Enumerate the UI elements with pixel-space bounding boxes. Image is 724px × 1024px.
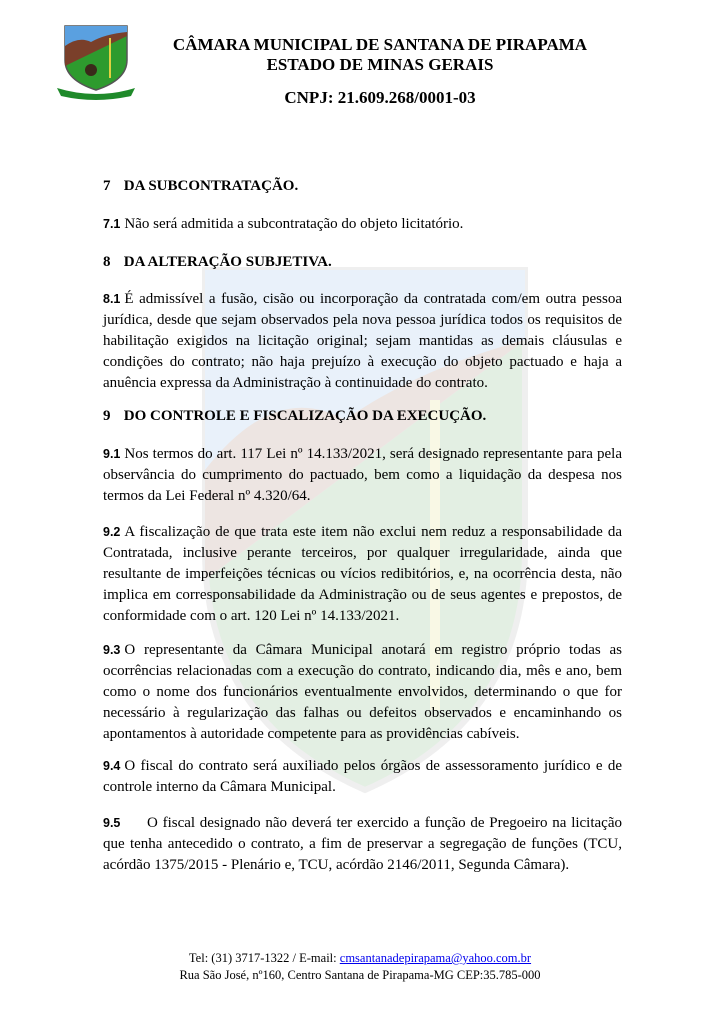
paragraph-text: O representante da Câmara Municipal anotará em registro próprio todas as ocorrências relacionadas com a execução do contrato, indicando dia, mês e ano, bem como o nome dos funcionários eventualmente envolvidos, determinando o que for necessário à regularização das falhas ou defeitos observados e encaminhando os apontamentos à autoridade competente para as providências cabíveis. [103,642,622,742]
paragraph-number: 9.3 [103,643,121,657]
paragraph-number: 9.2 [103,525,121,539]
paragraph-number: 7.1 [103,217,121,231]
state-subtitle: ESTADO DE MINAS GERAIS [266,55,494,74]
paragraph-9-5 [103,813,622,876]
section-title: DA ALTERAÇÃO SUBJETIVA. [123,254,332,270]
paragraph-number: 8.1 [103,292,121,306]
paragraph-number: 9.1 [103,447,121,461]
footer-phone: Tel: (31) 3717-1322 / E-mail: [188,951,340,965]
paragraph-9-1 [103,444,622,507]
paragraph-9-3 [103,640,622,745]
section-9-heading [103,406,622,427]
section-title: DO CONTROLE E FISCALIZAÇÃO DA EXECUÇÃO. [123,408,487,424]
paragraph-text: Nos termos do art. 117 Lei nº 14.133/2021, será designado representante para pela observância do cumprimento do pactuado, bem como a liquidação da despesa nos termos da Lei Federal nº 4.320/64. [103,446,622,504]
paragraph-text: Não será admitida a subcontratação do objeto licitatório. [124,216,464,232]
paragraph-number: 9.4 [103,759,121,773]
section-7-heading [103,176,622,197]
paragraph-9-2 [103,522,622,627]
institution-title: CÂMARA MUNICIPAL DE SANTANA DE PIRAPAMA [172,35,588,54]
footer-email-link[interactable]: cmsantanadepirapama@yahoo.com.br [339,951,532,965]
paragraph-text: O fiscal do contrato será auxiliado pelos órgãos de assessoramento jurídico e de controle interno da Câmara Municipal. [103,758,622,795]
section-number: 8 [103,254,111,270]
section-title: DA SUBCONTRATAÇÃO. [123,178,299,194]
paragraph-8-1 [103,289,622,394]
paragraph-number: 9.5 [103,816,121,830]
footer-contact [130,950,590,967]
coat-of-arms-logo [55,24,137,100]
paragraph-7-1 [103,214,622,235]
paragraph-text: O fiscal designado não deverá ter exercido a função de Pregoeiro na licitação que tenha antecedido o contrato, a fim de preservar a segregação de funções (TCU, acórdão 1375/2015 - Plenário e, TCU, acórdão 2146/2011, Segunda Câmara). [103,815,622,873]
cnpj-text: CNPJ: 21.609.268/0001-03 [284,88,476,107]
section-8-heading [103,252,622,273]
paragraph-text: É admissível a fusão, cisão ou incorporação da contratada com/em outra pessoa jurídica, desde que sejam observados pela nova pessoa jurídica todos os requisitos de habilitação exigidos na licitação original; sejam mantidas as demais cláusulas e condições do contrato; não haja prejuízo à execução do objeto pactuado e haja a anuência expressa da Administração à continuidade do contrato. [103,291,622,391]
paragraph-text: A fiscalização de que trata este item não exclui nem reduz a responsabilidade da Contratada, inclusive perante terceiros, por qualquer irregularidade, ainda que resultante de imperfeições técnicas ou vícios redibitórios, e, na ocorrência desta, não implica em corresponsabilidade da Administração ou de seus agentes e prepostos, de conformidade com o art. 120 Lei nº 14.133/2021. [103,524,622,624]
paragraph-9-4 [103,756,622,798]
footer-address: Rua São José, nº160, Centro Santana de Pirapama-MG CEP:35.785-000 [179,968,541,982]
section-number: 7 [103,178,111,194]
section-number: 9 [103,408,111,424]
